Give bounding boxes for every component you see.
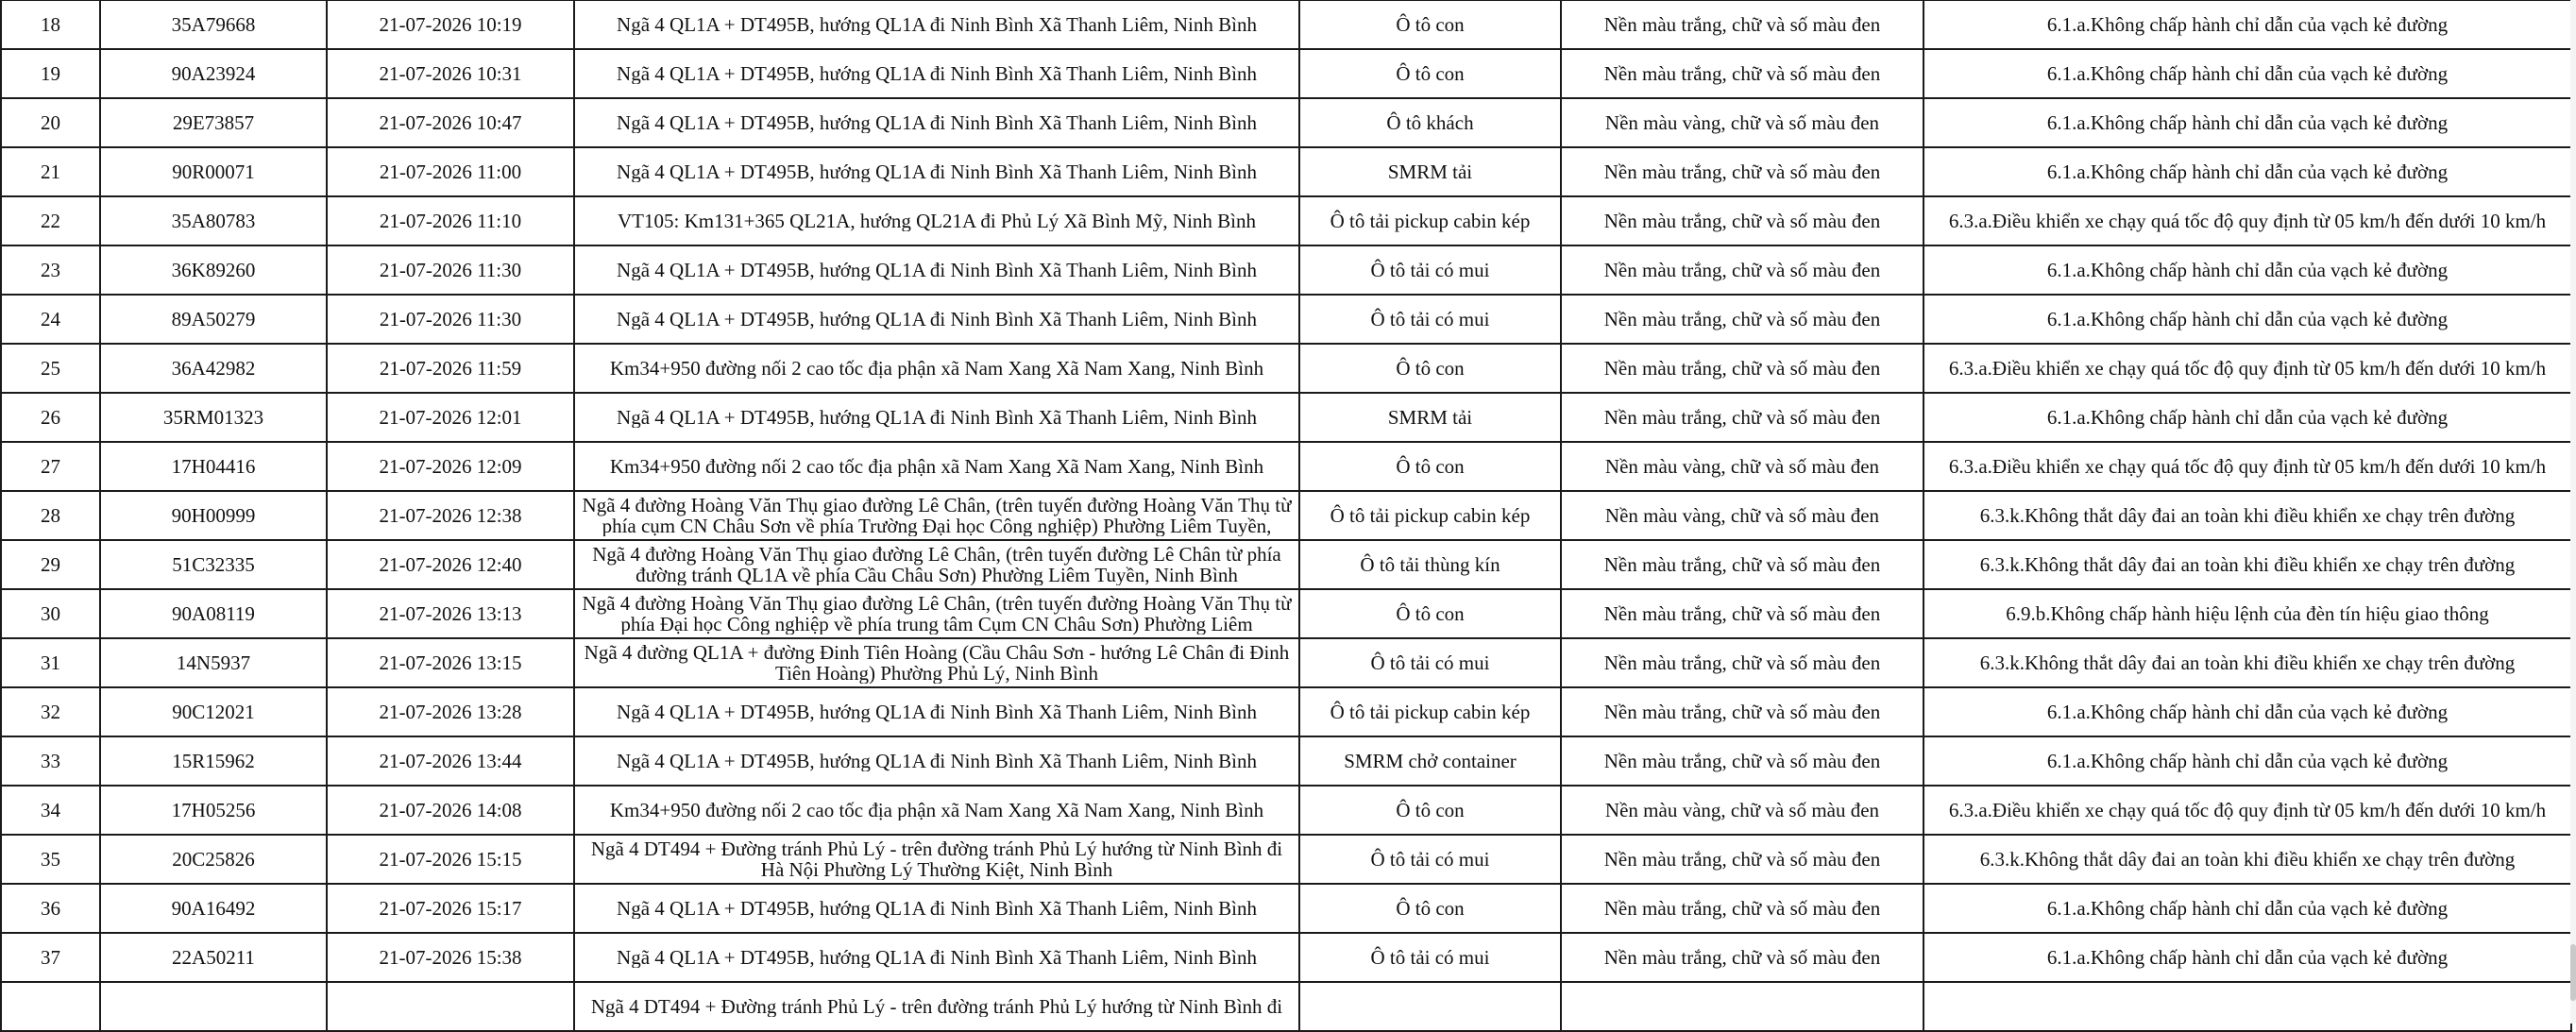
- violation-cell[interactable]: 6.1.a.Không chấp hành chỉ dẫn của vạch kẻ đường: [1924, 98, 2571, 147]
- violation-cell[interactable]: 6.1.a.Không chấp hành chỉ dẫn của vạch kẻ đường: [1924, 933, 2571, 982]
- location-text: Ngã 4 QL1A + DT495B, hướng QL1A đi Ninh Bình Xã Thanh Liêm, Ninh Bình: [617, 112, 1257, 133]
- violation-time-cell[interactable]: 21-07-2026 11:30: [327, 295, 574, 344]
- plate-color-cell[interactable]: Nền màu trắng, chữ và số màu đen: [1561, 540, 1924, 589]
- vehicle-type-cell[interactable]: Ô tô tải có mui: [1299, 835, 1561, 884]
- violation-cell[interactable]: 6.3.a.Điều khiển xe chạy quá tốc độ quy định từ 05 km/h đến dưới 10 km/h: [1924, 786, 2571, 835]
- table-row[interactable]: [1, 245, 2571, 295]
- table-row[interactable]: [1, 295, 2571, 344]
- table-row[interactable]: [1, 835, 2571, 884]
- location-text: Ngã 4 QL1A + DT495B, hướng QL1A đi Ninh Bình Xã Thanh Liêm, Ninh Bình: [617, 260, 1257, 280]
- plate-color-cell[interactable]: Nền màu vàng, chữ và số màu đen: [1561, 98, 1924, 147]
- violation-cell[interactable]: 6.3.a.Điều khiển xe chạy quá tốc độ quy định từ 05 km/h đến dưới 10 km/h: [1924, 344, 2571, 393]
- scrollbar-thumb[interactable]: [2570, 944, 2576, 1001]
- row-number-cell[interactable]: 32: [1, 687, 100, 736]
- location-cell[interactable]: [574, 49, 1299, 98]
- vehicle-type-cell[interactable]: SMRM tải: [1299, 147, 1561, 196]
- row-number-cell[interactable]: 21: [1, 147, 100, 196]
- location-cell[interactable]: [574, 540, 1299, 589]
- location-cell[interactable]: [574, 147, 1299, 196]
- row-number-cell[interactable]: 26: [1, 393, 100, 442]
- violation-cell[interactable]: 6.1.a.Không chấp hành chỉ dẫn của vạch kẻ đường: [1924, 49, 2571, 98]
- vehicle-type-cell[interactable]: Ô tô tải pickup cabin kép: [1299, 196, 1561, 245]
- license-plate-cell[interactable]: 14N5937: [100, 638, 327, 687]
- plate-color-cell[interactable]: Nền màu trắng, chữ và số màu đen: [1561, 589, 1924, 638]
- license-plate-cell[interactable]: 36K89260: [100, 245, 327, 295]
- row-number-cell[interactable]: 36: [1, 884, 100, 933]
- location-cell[interactable]: [574, 196, 1299, 245]
- table-row[interactable]: [1, 786, 2571, 835]
- location-cell[interactable]: [574, 589, 1299, 638]
- table-row[interactable]: [1, 884, 2571, 933]
- violation-cell[interactable]: 6.9.b.Không chấp hành hiệu lệnh của đèn tín hiệu giao thông: [1924, 589, 2571, 638]
- row-number-cell[interactable]: 25: [1, 344, 100, 393]
- violation-time-cell[interactable]: 21-07-2026 10:19: [327, 0, 574, 49]
- location-cell[interactable]: [574, 491, 1299, 540]
- violation-time-cell[interactable]: 21-07-2026 11:59: [327, 344, 574, 393]
- table-row[interactable]: [1, 49, 2571, 98]
- violation-time-cell[interactable]: 21-07-2026 13:15: [327, 638, 574, 687]
- plate-color-cell[interactable]: [1561, 982, 1924, 1031]
- row-number-cell[interactable]: 35: [1, 835, 100, 884]
- row-number-cell[interactable]: 33: [1, 736, 100, 786]
- table-row[interactable]: [1, 687, 2571, 736]
- violation-cell[interactable]: 6.1.a.Không chấp hành chỉ dẫn của vạch kẻ đường: [1924, 0, 2571, 49]
- table-row[interactable]: [1, 147, 2571, 196]
- row-number-cell[interactable]: 37: [1, 933, 100, 982]
- license-plate-cell[interactable]: 89A50279: [100, 295, 327, 344]
- vehicle-type-cell[interactable]: Ô tô con: [1299, 0, 1561, 49]
- table-row[interactable]: [1, 442, 2571, 491]
- table-row[interactable]: [1, 589, 2571, 638]
- row-number-cell[interactable]: 24: [1, 295, 100, 344]
- violation-cell[interactable]: 6.3.a.Điều khiển xe chạy quá tốc độ quy định từ 05 km/h đến dưới 10 km/h: [1924, 442, 2571, 491]
- violation-time-cell[interactable]: 21-07-2026 11:00: [327, 147, 574, 196]
- violation-cell[interactable]: 6.3.k.Không thắt dây đai an toàn khi điều khiển xe chạy trên đường: [1924, 835, 2571, 884]
- violation-time-cell[interactable]: 21-07-2026 12:09: [327, 442, 574, 491]
- violation-time-cell[interactable]: 21-07-2026 14:08: [327, 786, 574, 835]
- row-number-cell[interactable]: 27: [1, 442, 100, 491]
- vehicle-type-cell[interactable]: Ô tô con: [1299, 589, 1561, 638]
- row-number-cell[interactable]: 28: [1, 491, 100, 540]
- vehicle-type-cell[interactable]: Ô tô con: [1299, 344, 1561, 393]
- location-cell[interactable]: [574, 344, 1299, 393]
- plate-color-cell[interactable]: Nền màu trắng, chữ và số màu đen: [1561, 49, 1924, 98]
- violation-cell[interactable]: 6.1.a.Không chấp hành chỉ dẫn của vạch kẻ đường: [1924, 687, 2571, 736]
- plate-color-cell[interactable]: Nền màu trắng, chữ và số màu đen: [1561, 736, 1924, 786]
- table-row[interactable]: [1, 196, 2571, 245]
- plate-color-cell[interactable]: Nền màu trắng, chữ và số màu đen: [1561, 196, 1924, 245]
- license-plate-cell[interactable]: 90R00071: [100, 147, 327, 196]
- license-plate-cell[interactable]: 51C32335: [100, 540, 327, 589]
- plate-color-cell[interactable]: Nền màu trắng, chữ và số màu đen: [1561, 245, 1924, 295]
- violation-cell[interactable]: 6.1.a.Không chấp hành chỉ dẫn của vạch kẻ đường: [1924, 736, 2571, 786]
- license-plate-cell[interactable]: 22A50211: [100, 933, 327, 982]
- license-plate-cell[interactable]: 36A42982: [100, 344, 327, 393]
- location-cell[interactable]: [574, 933, 1299, 982]
- violation-time-cell[interactable]: 21-07-2026 10:31: [327, 49, 574, 98]
- row-number-cell[interactable]: 31: [1, 638, 100, 687]
- location-cell[interactable]: [574, 786, 1299, 835]
- row-number-cell[interactable]: 29: [1, 540, 100, 589]
- location-text: Ngã 4 QL1A + DT495B, hướng QL1A đi Ninh Bình Xã Thanh Liêm, Ninh Bình: [617, 947, 1257, 968]
- plate-color-cell[interactable]: Nền màu vàng, chữ và số màu đen: [1561, 786, 1924, 835]
- violation-cell[interactable]: 6.3.k.Không thắt dây đai an toàn khi điều khiển xe chạy trên đường: [1924, 540, 2571, 589]
- row-number-cell[interactable]: 34: [1, 786, 100, 835]
- plate-color-cell[interactable]: Nền màu vàng, chữ và số màu đen: [1561, 442, 1924, 491]
- violations-table-body: [1, 0, 2571, 1031]
- location-text: Ngã 4 DT494 + Đường tránh Phủ Lý - trên đường tránh Phủ Lý hướng từ Ninh Bình đi Hà Nội Phường Lý Thường Kiệt, Ninh Bình: [590, 838, 1283, 880]
- license-plate-cell[interactable]: 35RM01323: [100, 393, 327, 442]
- violation-cell[interactable]: 6.1.a.Không chấp hành chỉ dẫn của vạch kẻ đường: [1924, 393, 2571, 442]
- plate-color-cell[interactable]: Nền màu trắng, chữ và số màu đen: [1561, 0, 1924, 49]
- vehicle-type-cell[interactable]: Ô tô con: [1299, 442, 1561, 491]
- vehicle-type-cell[interactable]: Ô tô tải có mui: [1299, 245, 1561, 295]
- location-text: Km34+950 đường nối 2 cao tốc địa phận xã Nam Xang Xã Nam Xang, Ninh Bình: [609, 456, 1264, 477]
- vehicle-type-cell[interactable]: Ô tô tải thùng kín: [1299, 540, 1561, 589]
- location-cell[interactable]: [574, 884, 1299, 933]
- plate-color-cell[interactable]: Nền màu trắng, chữ và số màu đen: [1561, 884, 1924, 933]
- table-row[interactable]: [1, 491, 2571, 540]
- plate-color-cell[interactable]: Nền màu trắng, chữ và số màu đen: [1561, 147, 1924, 196]
- violation-time-cell[interactable]: 21-07-2026 13:13: [327, 589, 574, 638]
- location-text: Ngã 4 QL1A + DT495B, hướng QL1A đi Ninh Bình Xã Thanh Liêm, Ninh Bình: [617, 751, 1257, 771]
- table-row[interactable]: [1, 393, 2571, 442]
- plate-color-cell[interactable]: Nền màu trắng, chữ và số màu đen: [1561, 393, 1924, 442]
- table-row[interactable]: [1, 0, 2571, 49]
- location-text: Ngã 4 QL1A + DT495B, hướng QL1A đi Ninh Bình Xã Thanh Liêm, Ninh Bình: [617, 63, 1257, 84]
- location-text: Km34+950 đường nối 2 cao tốc địa phận xã Nam Xang Xã Nam Xang, Ninh Bình: [609, 358, 1264, 379]
- location-cell[interactable]: [574, 0, 1299, 49]
- table-row[interactable]: [1, 344, 2571, 393]
- vehicle-type-cell[interactable]: Ô tô tải pickup cabin kép: [1299, 687, 1561, 736]
- location-text: Ngã 4 QL1A + DT495B, hướng QL1A đi Ninh Bình Xã Thanh Liêm, Ninh Bình: [617, 14, 1257, 35]
- table-row[interactable]: [1, 638, 2571, 687]
- license-plate-cell[interactable]: 29E73857: [100, 98, 327, 147]
- plate-color-cell[interactable]: Nền màu trắng, chữ và số màu đen: [1561, 835, 1924, 884]
- violation-cell[interactable]: 6.1.a.Không chấp hành chỉ dẫn của vạch kẻ đường: [1924, 245, 2571, 295]
- violation-time-cell[interactable]: [327, 982, 574, 1031]
- license-plate-cell[interactable]: 35A79668: [100, 0, 327, 49]
- row-number-cell[interactable]: 30: [1, 589, 100, 638]
- violation-cell[interactable]: 6.1.a.Không chấp hành chỉ dẫn của vạch kẻ đường: [1924, 295, 2571, 344]
- table-row[interactable]: [1, 98, 2571, 147]
- violation-cell[interactable]: 6.3.k.Không thắt dây đai an toàn khi điều khiển xe chạy trên đường: [1924, 638, 2571, 687]
- license-plate-cell[interactable]: 90A16492: [100, 884, 327, 933]
- location-text: Ngã 4 đường Hoàng Văn Thụ giao đường Lê Chân, (trên tuyến đường Lê Chân từ phía đường tránh QL1A về phía Cầu Châu Sơn) Phường Liêm Tuyền, Ninh Bình: [592, 544, 1281, 585]
- table-row[interactable]: [1, 933, 2571, 982]
- plate-color-cell[interactable]: Nền màu trắng, chữ và số màu đen: [1561, 295, 1924, 344]
- location-text: Ngã 4 đường Hoàng Văn Thụ giao đường Lê Chân, (trên tuyến đường Hoàng Văn Thụ từ phía cụm CN Châu Sơn về phía Trường Đại học Công nghiệp) Phường Liêm Tuyền,: [582, 495, 1292, 536]
- row-number-cell[interactable]: 20: [1, 98, 100, 147]
- violation-cell[interactable]: 6.3.k.Không thắt dây đai an toàn khi điều khiển xe chạy trên đường: [1924, 491, 2571, 540]
- row-number-cell[interactable]: 19: [1, 49, 100, 98]
- location-cell[interactable]: [574, 393, 1299, 442]
- plate-color-cell[interactable]: Nền màu trắng, chữ và số màu đen: [1561, 933, 1924, 982]
- violation-time-cell[interactable]: 21-07-2026 12:40: [327, 540, 574, 589]
- violation-time-cell[interactable]: 21-07-2026 15:17: [327, 884, 574, 933]
- violation-cell[interactable]: 6.3.a.Điều khiển xe chạy quá tốc độ quy định từ 05 km/h đến dưới 10 km/h: [1924, 196, 2571, 245]
- vehicle-type-cell[interactable]: SMRM chở container: [1299, 736, 1561, 786]
- location-text: Ngã 4 DT494 + Đường tránh Phủ Lý - trên đường tránh Phủ Lý hướng từ Ninh Bình đi: [590, 996, 1283, 1017]
- violation-time-cell[interactable]: 21-07-2026 10:47: [327, 98, 574, 147]
- vehicle-type-cell[interactable]: SMRM tải: [1299, 393, 1561, 442]
- vehicle-type-cell[interactable]: [1299, 982, 1561, 1031]
- violation-cell[interactable]: 6.1.a.Không chấp hành chỉ dẫn của vạch kẻ đường: [1924, 147, 2571, 196]
- violation-time-cell[interactable]: 21-07-2026 11:10: [327, 196, 574, 245]
- location-text: Ngã 4 QL1A + DT495B, hướng QL1A đi Ninh Bình Xã Thanh Liêm, Ninh Bình: [617, 161, 1257, 182]
- row-number-cell[interactable]: [1, 982, 100, 1031]
- location-cell[interactable]: [574, 442, 1299, 491]
- table-row[interactable]: [1, 540, 2571, 589]
- table-row[interactable]: [1, 736, 2571, 786]
- vehicle-type-cell[interactable]: Ô tô khách: [1299, 98, 1561, 147]
- license-plate-cell[interactable]: 90C12021: [100, 687, 327, 736]
- vehicle-type-cell[interactable]: Ô tô con: [1299, 49, 1561, 98]
- row-number-cell[interactable]: 23: [1, 245, 100, 295]
- license-plate-cell[interactable]: 15R15962: [100, 736, 327, 786]
- license-plate-cell[interactable]: 90H00999: [100, 491, 327, 540]
- violation-time-cell[interactable]: 21-07-2026 11:30: [327, 245, 574, 295]
- location-cell[interactable]: [574, 835, 1299, 884]
- license-plate-cell[interactable]: 90A08119: [100, 589, 327, 638]
- vehicle-type-cell[interactable]: Ô tô con: [1299, 786, 1561, 835]
- plate-color-cell[interactable]: Nền màu vàng, chữ và số màu đen: [1561, 491, 1924, 540]
- location-cell[interactable]: [574, 687, 1299, 736]
- license-plate-cell[interactable]: 17H05256: [100, 786, 327, 835]
- location-text: Km34+950 đường nối 2 cao tốc địa phận xã Nam Xang Xã Nam Xang, Ninh Bình: [609, 800, 1264, 821]
- location-text: Ngã 4 đường QL1A + đường Đinh Tiên Hoàng (Cầu Châu Sơn - hướng Lê Chân đi Đinh Tiên Hoàng) Phường Phủ Lý, Ninh Bình: [584, 642, 1290, 684]
- vehicle-type-cell[interactable]: Ô tô tải có mui: [1299, 933, 1561, 982]
- violation-time-cell[interactable]: 21-07-2026 12:38: [327, 491, 574, 540]
- license-plate-cell[interactable]: [100, 982, 327, 1031]
- license-plate-cell[interactable]: 17H04416: [100, 442, 327, 491]
- location-text: Ngã 4 QL1A + DT495B, hướng QL1A đi Ninh Bình Xã Thanh Liêm, Ninh Bình: [617, 407, 1257, 428]
- license-plate-cell[interactable]: 20C25826: [100, 835, 327, 884]
- violation-time-cell[interactable]: 21-07-2026 13:44: [327, 736, 574, 786]
- violation-time-cell[interactable]: 21-07-2026 15:15: [327, 835, 574, 884]
- license-plate-cell[interactable]: 90A23924: [100, 49, 327, 98]
- location-text: Ngã 4 QL1A + DT495B, hướng QL1A đi Ninh Bình Xã Thanh Liêm, Ninh Bình: [617, 702, 1257, 722]
- license-plate-cell[interactable]: 35A80783: [100, 196, 327, 245]
- violation-time-cell[interactable]: 21-07-2026 12:01: [327, 393, 574, 442]
- table-row[interactable]: [1, 982, 2571, 1031]
- location-text: VT105: Km131+365 QL21A, hướng QL21A đi Phủ Lý Xã Bình Mỹ, Ninh Bình: [618, 211, 1256, 231]
- location-cell[interactable]: [574, 98, 1299, 147]
- plate-color-cell[interactable]: Nền màu trắng, chữ và số màu đen: [1561, 638, 1924, 687]
- location-text: Ngã 4 đường Hoàng Văn Thụ giao đường Lê Chân, (trên tuyến đường Hoàng Văn Thụ từ phía Đại học Công nghiệp về phía trung tâm Cụm CN Châu Sơn) Phường Liêm: [582, 593, 1292, 634]
- plate-color-cell[interactable]: Nền màu trắng, chữ và số màu đen: [1561, 687, 1924, 736]
- plate-color-cell[interactable]: Nền màu trắng, chữ và số màu đen: [1561, 344, 1924, 393]
- location-cell[interactable]: [574, 638, 1299, 687]
- location-text: Ngã 4 QL1A + DT495B, hướng QL1A đi Ninh Bình Xã Thanh Liêm, Ninh Bình: [617, 898, 1257, 919]
- location-text: Ngã 4 QL1A + DT495B, hướng QL1A đi Ninh Bình Xã Thanh Liêm, Ninh Bình: [617, 309, 1257, 330]
- vehicle-type-cell[interactable]: Ô tô tải pickup cabin kép: [1299, 491, 1561, 540]
- violation-time-cell[interactable]: 21-07-2026 15:38: [327, 933, 574, 982]
- violation-cell[interactable]: 6.1.a.Không chấp hành chỉ dẫn của vạch kẻ đường: [1924, 884, 2571, 933]
- location-cell[interactable]: [574, 295, 1299, 344]
- location-cell[interactable]: [574, 245, 1299, 295]
- row-number-cell[interactable]: 18: [1, 0, 100, 49]
- violation-time-cell[interactable]: 21-07-2026 13:28: [327, 687, 574, 736]
- vehicle-type-cell[interactable]: Ô tô tải có mui: [1299, 638, 1561, 687]
- vehicle-type-cell[interactable]: Ô tô tải có mui: [1299, 295, 1561, 344]
- vehicle-type-cell[interactable]: Ô tô con: [1299, 884, 1561, 933]
- location-cell[interactable]: [574, 982, 1299, 1031]
- vertical-scrollbar[interactable]: [2570, 0, 2576, 1024]
- row-number-cell[interactable]: 22: [1, 196, 100, 245]
- location-cell[interactable]: [574, 736, 1299, 786]
- violation-cell[interactable]: [1924, 982, 2571, 1031]
